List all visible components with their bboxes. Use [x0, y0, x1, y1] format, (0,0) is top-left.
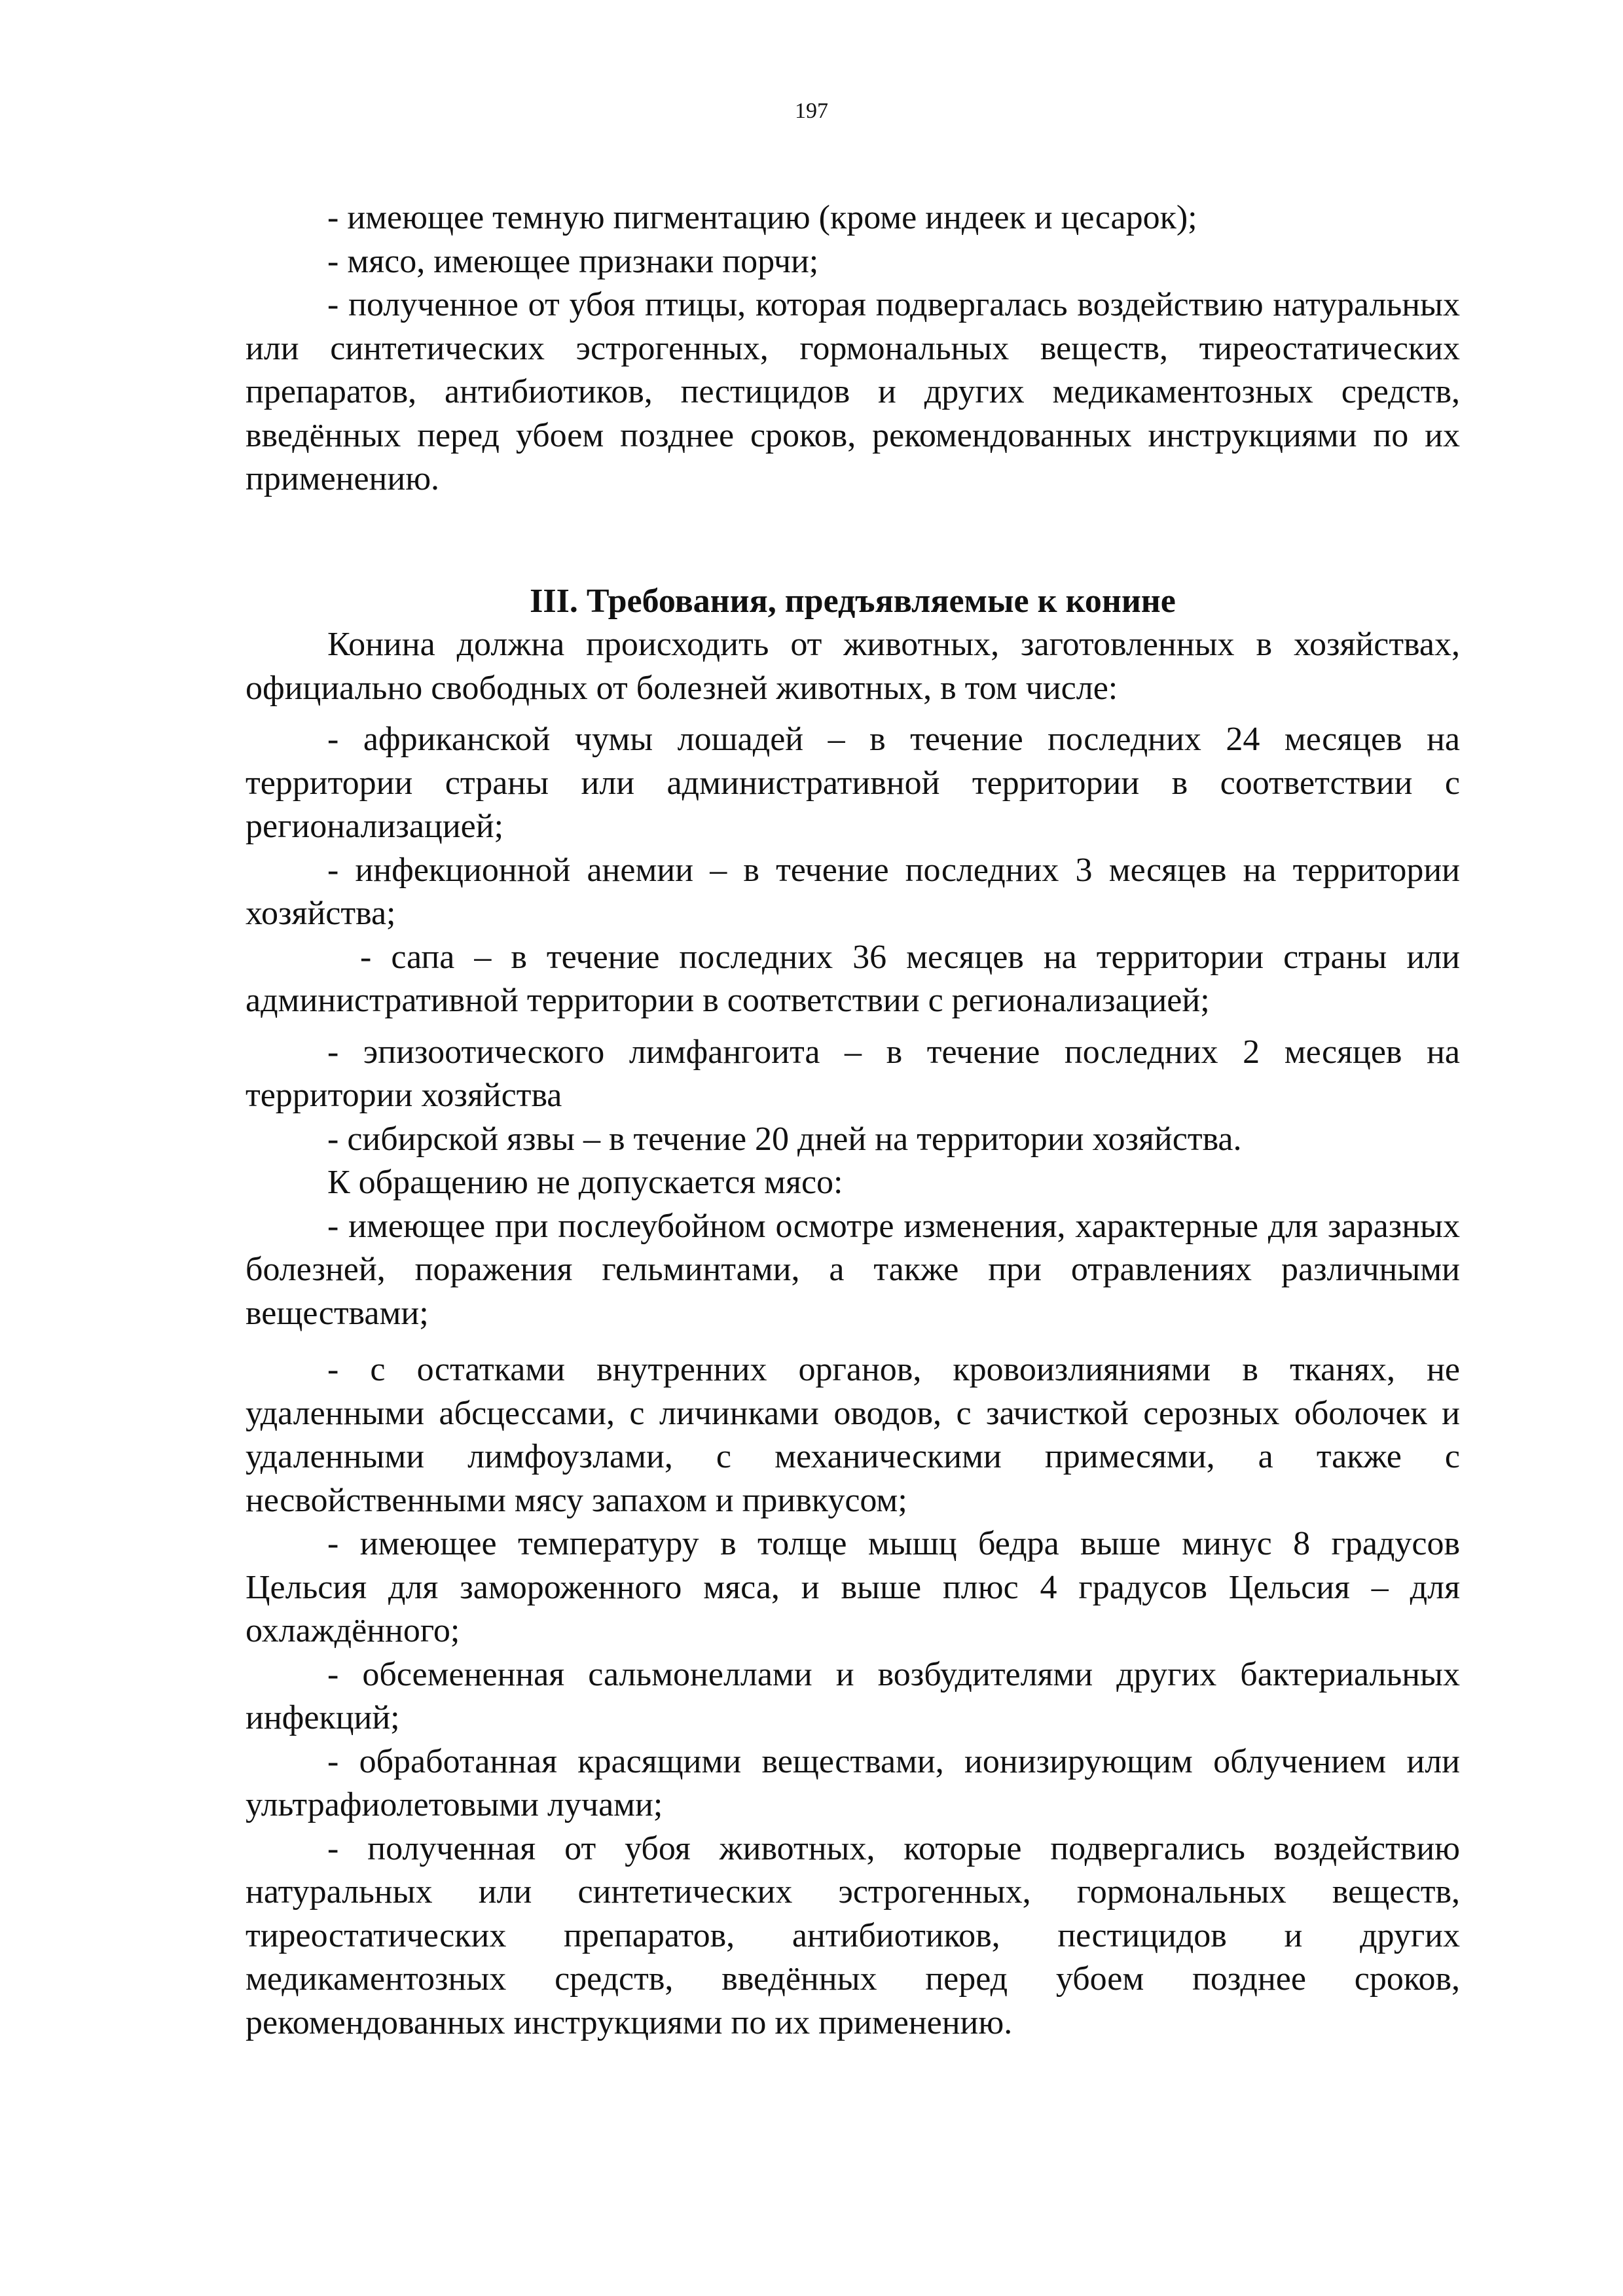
section-heading: III. Требования, предъявляемые к конине	[530, 582, 1176, 620]
restriction-item: - имеющее при послеубойном осмотре изменения, характерные для заразных болезней, поражения гельминтами, а также при отравлениях различными веществами;	[246, 1207, 1460, 1332]
restriction-intro: К обращению не допускается мясо:	[327, 1164, 843, 1201]
list-item: - мясо, имеющее признаки порчи;	[327, 242, 819, 280]
disease-item: - эпизоотического лимфангоита – в течение последних 2 месяцев на территории хозяйства	[246, 1033, 1460, 1114]
restriction-item: - с остатками внутренних органов, кровоизлияниями в тканях, не удаленными абсцессами, с личинками оводов, с зачисткой серозных оболочек и удаленными лимфоузлами, с механическими примесями, а также с несвойственными мясу запахом и привкусом;	[246, 1351, 1460, 1519]
restriction-item: - обработанная красящими веществами, ионизирующим облучением или ультрафиолетовыми лучами;	[246, 1742, 1460, 1823]
disease-item: - африканской чумы лошадей – в течение последних 24 месяцев на территории страны или административной территории в соответствии с регионализацией;	[246, 721, 1460, 845]
restriction-item: - имеющее температуру в толще мышц бедра выше минус 8 градусов Цельсия для замороженного мяса, и выше плюс 4 градусов Цельсия – для охлаждённого;	[246, 1525, 1460, 1649]
restriction-item: - полученная от убоя животных, которые подвергались воздействию натуральных или синтетических эстрогенных, гормональных веществ, тиреостатических препаратов, антибиотиков, пестицидов и других медикаментозных средств, введённых перед убоем позднее сроков, рекомендованных инструкциями по их применению.	[246, 1829, 1460, 2041]
list-item: - полученное от убоя птицы, которая подвергалась воздействию натуральных или синтетических эстрогенных, гормональных веществ, тиреостатических препаратов, антибиотиков, пестицидов и других медикаментозных средств, введённых перед убоем позднее сроков, рекомендованных инструкциями по их применению.	[246, 286, 1460, 497]
intro-paragraph: Конина должна происходить от животных, заготовленных в хозяйствах, официально свободных от болезней животных, в том числе:	[246, 626, 1460, 707]
page-content	[246, 196, 1460, 2045]
page-number: 197	[795, 99, 828, 123]
disease-item: - инфекционной анемии – в течение последних 3 месяцев на территории хозяйства;	[246, 851, 1460, 932]
disease-item: - сибирской язвы – в течение 20 дней на территории хозяйства.	[327, 1120, 1242, 1158]
disease-item: - сапа – в течение последних 36 месяцев на территории страны или административной территории в соответствии с регионализацией;	[246, 938, 1460, 1019]
list-item: - имеющее темную пигментацию (кроме индеек и цесарок);	[327, 199, 1197, 236]
restriction-item: - обсемененная сальмонеллами и возбудителями других бактериальных инфекций;	[246, 1655, 1460, 1736]
